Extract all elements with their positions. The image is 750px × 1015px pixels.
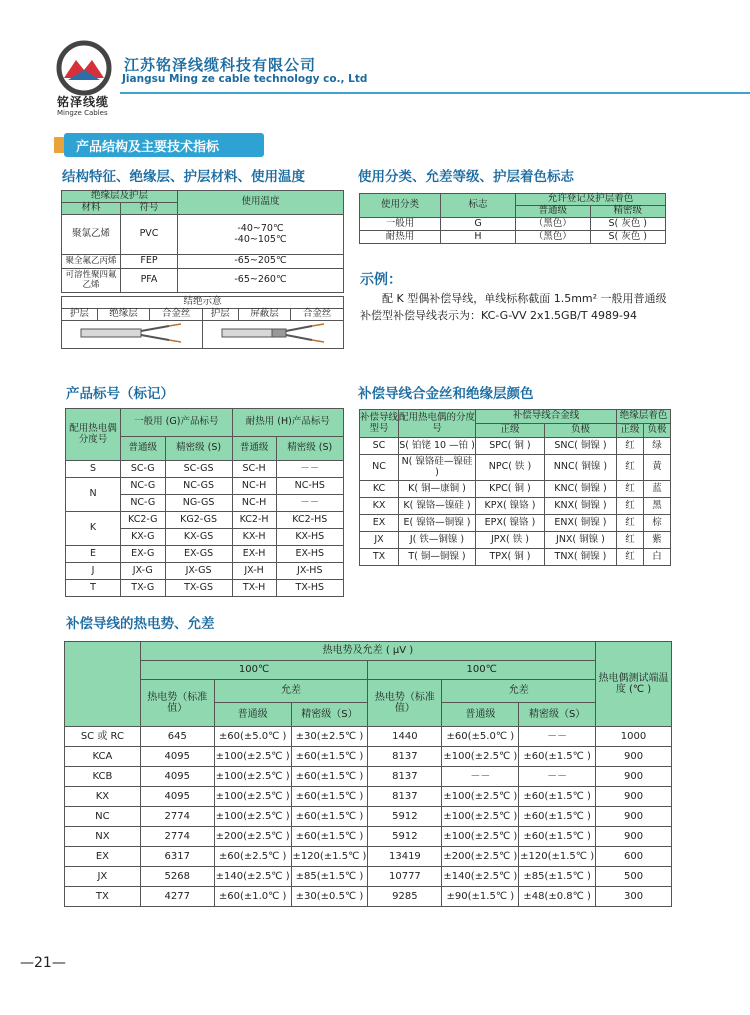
code-cell: TX-G: [121, 580, 166, 597]
degree-cell: T: [66, 580, 121, 597]
temp-cell: -65~205℃: [178, 255, 344, 269]
precise-cell: ±48(±0.8℃ ): [519, 887, 596, 907]
precise-cell: ±120(±1.5℃ ): [519, 847, 596, 867]
h-tol: 允差: [215, 680, 368, 703]
normal-cell: ±100(±2.5℃ ): [214, 807, 291, 827]
product-code-table: [65, 408, 344, 597]
temp-line: -40~105℃: [234, 233, 287, 245]
alloy-color-table: [359, 409, 671, 566]
model-cell: NC: [360, 455, 399, 481]
code-cell: JX-G: [121, 563, 166, 580]
emf-tolerance-table: [64, 641, 672, 907]
model-cell: TX: [65, 887, 141, 907]
emf-cell: 5912: [368, 827, 442, 847]
diagram-part: 合金丝: [291, 309, 344, 321]
model-cell: JX: [65, 867, 141, 887]
emf-cell: 4277: [140, 887, 214, 907]
normal-cell: ±200(±2.5℃ ): [442, 847, 519, 867]
precise-cell: ±60(±1.5℃ ): [291, 747, 368, 767]
emf-cell: 4095: [140, 747, 214, 767]
normal-cell: ±140(±2.5℃ ): [442, 867, 519, 887]
h-top: 热电势及允差 ( μV ): [140, 642, 595, 661]
code-cell: SC-H: [232, 461, 276, 478]
temp-cell: 900: [596, 767, 672, 787]
pos-cell: KPC( 铜 ): [476, 481, 545, 498]
neg-cell: ENX( 铜镍 ): [544, 515, 616, 532]
precise-cell: S( 灰色 ): [590, 231, 665, 244]
cable-diagram-2: [202, 321, 343, 349]
neg-cell: SNC( 铜镍 ): [544, 438, 616, 455]
precise-cell: ±60(±1.5℃ ): [519, 807, 596, 827]
code-cell: NC-H: [232, 478, 276, 495]
normal-cell: ±140(±2.5℃ ): [214, 867, 291, 887]
code-cell: NG-GS: [165, 495, 232, 512]
color-pos-cell: 红: [617, 549, 644, 566]
h-tol-group: [442, 680, 596, 727]
color-pos-cell: 红: [617, 438, 644, 455]
pos-cell: NPC( 铁 ): [476, 455, 545, 481]
code-cell: －－: [276, 461, 343, 478]
h-precise: 精密级（S）: [301, 709, 358, 720]
model-cell: EX: [360, 515, 399, 532]
neg-cell: TNX( 铜镍 ): [544, 549, 616, 566]
section4-title: 补偿导线合金丝和绝缘层颜色: [358, 386, 534, 402]
h-general: 一般用 (G)产品标号: [121, 409, 233, 437]
h-normal: 普通级: [442, 703, 519, 726]
degree-cell: K: [66, 512, 121, 546]
temp-cell: 900: [596, 787, 672, 807]
h-alloy: 补偿导线合金线: [476, 410, 617, 424]
h-normal: 普通级: [232, 437, 276, 461]
diagram-part: 护层: [202, 309, 238, 321]
symbol-cell: PVC: [121, 215, 178, 255]
symbol-cell: FEP: [121, 255, 178, 269]
h-tol-group: [214, 680, 368, 727]
normal-cell: ±100(±2.5℃ ): [442, 807, 519, 827]
code-cell: EX-HS: [276, 546, 343, 563]
model-cell: SC 或 RC: [65, 727, 141, 747]
h-tol: 允差: [442, 680, 595, 703]
code-cell: NC-H: [232, 495, 276, 512]
model-cell: NC: [65, 807, 141, 827]
neg-cell: NNC( 铜镍 ): [544, 455, 616, 481]
code-cell: JX-HS: [276, 563, 343, 580]
color-neg-cell: 黄: [644, 455, 671, 481]
degree-cell: E: [66, 546, 121, 563]
color-pos-cell: 红: [617, 532, 644, 549]
model-cell: JX: [360, 532, 399, 549]
degree-cell: E( 镍铬—铜镍 ): [399, 515, 476, 532]
degree-cell: S: [66, 461, 121, 478]
precise-cell: S( 灰色 ): [590, 218, 665, 231]
degree-cell: N( 镍铬硅—镍硅 ): [399, 455, 476, 481]
temp-cell: 1000: [596, 727, 672, 747]
precise-cell: ±120(±1.5℃ ): [291, 847, 368, 867]
code-cell: KX-G: [121, 529, 166, 546]
diagram-part: 合金丝: [150, 309, 203, 321]
code-cell: EX-GS: [165, 546, 232, 563]
model-cell: EX: [65, 847, 141, 867]
h-mark: 标志: [441, 194, 516, 218]
h-100a: 100℃: [140, 661, 368, 680]
code-cell: KX-GS: [165, 529, 232, 546]
banner-title: 产品结构及主要技术指标: [76, 140, 220, 155]
code-cell: EX-G: [121, 546, 166, 563]
h-degree: 配用热电偶的分度号: [399, 410, 476, 438]
h-precise: 精密级 (S): [276, 437, 343, 461]
section3-title: 产品标号（标记）: [66, 386, 174, 402]
temp-cell: 900: [596, 827, 672, 847]
precise-cell: －－: [519, 767, 596, 787]
normal-cell: （黑色）: [516, 231, 591, 244]
section5-title: 补偿导线的热电势、允差: [66, 616, 215, 632]
normal-cell: （黑色）: [516, 218, 591, 231]
pos-cell: EPX( 镍铬 ): [476, 515, 545, 532]
classification-table: [359, 193, 666, 244]
mark-cell: G: [441, 218, 516, 231]
color-neg-cell: 绿: [644, 438, 671, 455]
emf-cell: 10777: [368, 867, 442, 887]
normal-cell: ±200(±2.5℃ ): [214, 827, 291, 847]
code-cell: KG2-GS: [165, 512, 232, 529]
model-cell: KX: [360, 498, 399, 515]
temp-line: -40~70℃: [237, 222, 284, 234]
degree-cell: T( 铜—铜镍 ): [399, 549, 476, 566]
color-pos-cell: 红: [617, 515, 644, 532]
h-model: 补偿导线型号: [360, 410, 399, 438]
brand-name-cn: 铭泽线缆: [57, 95, 110, 109]
precise-cell: ±85(±1.5℃ ): [519, 867, 596, 887]
company-name-cn: 江苏铭泽线缆科技有限公司: [124, 56, 317, 74]
color-neg-cell: 棕: [644, 515, 671, 532]
code-cell: SC-G: [121, 461, 166, 478]
example-title: 示例：: [360, 272, 402, 288]
h-model-blank: [65, 642, 141, 727]
normal-cell: ±100(±2.5℃ ): [214, 787, 291, 807]
model-cell: KCA: [65, 747, 141, 767]
precise-cell: －－: [519, 727, 596, 747]
normal-cell: ±100(±2.5℃ ): [442, 747, 519, 767]
h-heat: 耐热用 (H)产品标号: [232, 409, 343, 437]
temp-cell: [178, 215, 344, 255]
code-cell: TX-GS: [165, 580, 232, 597]
diagram-part: 护层: [62, 309, 98, 321]
color-neg-cell: 白: [644, 549, 671, 566]
color-pos-cell: 红: [617, 498, 644, 515]
code-cell: TX-HS: [276, 580, 343, 597]
color-neg-cell: 黑: [644, 498, 671, 515]
diagram-label: 结绝示意: [62, 297, 344, 309]
emf-cell: 8137: [368, 767, 442, 787]
temp-cell: 300: [596, 887, 672, 907]
degree-cell: N: [66, 478, 121, 512]
header-divider: [120, 92, 750, 94]
class-cell: 一般用: [360, 218, 441, 231]
pos-cell: JPX( 铁 ): [476, 532, 545, 549]
model-cell: KCB: [65, 767, 141, 787]
normal-cell: ±100(±2.5℃ ): [214, 747, 291, 767]
material-cell: 聚氯乙烯: [62, 215, 121, 255]
emf-cell: 5268: [140, 867, 214, 887]
normal-cell: ±90(±1.5℃ ): [442, 887, 519, 907]
code-cell: JX-GS: [165, 563, 232, 580]
model-cell: SC: [360, 438, 399, 455]
section1-title: 结构特征、绝缘层、护层材料、使用温度: [62, 169, 305, 185]
code-cell: KC2-H: [232, 512, 276, 529]
h-emf: 热电势（标准值）: [140, 680, 214, 727]
code-cell: KX-H: [232, 529, 276, 546]
emf-cell: 8137: [368, 787, 442, 807]
emf-cell: 13419: [368, 847, 442, 867]
h-temp: 热电偶测试端温度 (℃ ): [596, 642, 672, 727]
pos-cell: SPC( 铜 ): [476, 438, 545, 455]
emf-cell: 1440: [368, 727, 442, 747]
color-neg-cell: 紫: [644, 532, 671, 549]
code-cell: KX-HS: [276, 529, 343, 546]
precise-cell: ±60(±1.5℃ ): [519, 827, 596, 847]
emf-cell: 8137: [368, 747, 442, 767]
h-color: 绝缘层着色: [617, 410, 671, 424]
h-normal: 普通级: [516, 206, 591, 218]
color-neg-cell: 蓝: [644, 481, 671, 498]
emf-cell: 2774: [140, 807, 214, 827]
precise-cell: ±60(±1.5℃ ): [291, 767, 368, 787]
code-cell: KC2-G: [121, 512, 166, 529]
model-cell: TX: [360, 549, 399, 566]
neg-cell: KNX( 铜镍 ): [544, 498, 616, 515]
normal-cell: ±100(±2.5℃ ): [214, 767, 291, 787]
h-neg: 负极: [544, 424, 616, 438]
emf-cell: 4095: [140, 787, 214, 807]
emf-cell: 9285: [368, 887, 442, 907]
code-cell: －－: [276, 495, 343, 512]
section-banner: [54, 130, 268, 160]
cable-diagram-1: [62, 321, 203, 349]
normal-cell: ±60(±5.0℃ ): [442, 727, 519, 747]
h-class: 使用分类: [360, 194, 441, 218]
h-material: 材料: [62, 203, 121, 215]
brand-name-en: Mingze Cables: [57, 109, 108, 117]
class-cell: 耐热用: [360, 231, 441, 244]
normal-cell: ±60(±2.5℃ ): [214, 847, 291, 867]
temp-cell: -65~260℃: [178, 269, 344, 293]
h-grade: 允许登记及护层着色: [516, 194, 666, 206]
mark-cell: H: [441, 231, 516, 244]
emf-cell: 4095: [140, 767, 214, 787]
h-normal: 普通级: [121, 437, 166, 461]
example-body: 配 K 型偶补偿导线，单线标称截面 1.5mm² 一般用普通级补偿型补偿导线表示为：KC-G-VV 2x1.5GB/T 4989-94: [360, 292, 667, 322]
code-cell: JX-H: [232, 563, 276, 580]
h-temp: 使用温度: [178, 191, 344, 215]
h-precise: 精密级 (S): [165, 437, 232, 461]
h-precise: 精密级: [590, 206, 665, 218]
material-cell: 可溶性聚四氟乙烯: [62, 269, 121, 293]
normal-cell: ±100(±2.5℃ ): [442, 787, 519, 807]
h-normal: 普通级: [215, 703, 292, 726]
precise-cell: ±60(±1.5℃ ): [291, 807, 368, 827]
h-symbol: 符号: [121, 203, 178, 215]
temp-cell: 900: [596, 747, 672, 767]
company-name-en: Jiangsu Ming ze cable technology co., Ltd: [122, 73, 368, 85]
structure-table: [61, 190, 344, 293]
code-cell: KC2-HS: [276, 512, 343, 529]
neg-cell: KNC( 铜镍 ): [544, 481, 616, 498]
page-number: —21—: [20, 955, 66, 971]
h-neg: 负极: [644, 424, 671, 438]
normal-cell: ±60(±5.0℃ ): [214, 727, 291, 747]
diagram-part: 屏蔽层: [238, 309, 291, 321]
degree-cell: K( 镍铬—镍硅 ): [399, 498, 476, 515]
code-cell: NC-GS: [165, 478, 232, 495]
pos-cell: TPX( 铜 ): [476, 549, 545, 566]
color-pos-cell: 红: [617, 481, 644, 498]
model-cell: NX: [65, 827, 141, 847]
neg-cell: JNX( 铜镍 ): [544, 532, 616, 549]
h-insul: 绝缘层及护层: [62, 191, 178, 203]
symbol-cell: PFA: [121, 269, 178, 293]
code-cell: NC-G: [121, 478, 166, 495]
section2-title: 使用分类、允差等级、护层着色标志: [358, 169, 574, 185]
precise-cell: ±30(±2.5℃ ): [291, 727, 368, 747]
emf-cell: 5912: [368, 807, 442, 827]
normal-cell: ±100(±2.5℃ ): [442, 827, 519, 847]
cable-1-icon: [77, 322, 187, 344]
diagram-part: 绝缘层: [97, 309, 150, 321]
code-cell: SC-GS: [165, 461, 232, 478]
code-cell: NC-G: [121, 495, 166, 512]
precise-cell: ±85(±1.5℃ ): [291, 867, 368, 887]
h-pos: 正级: [476, 424, 545, 438]
color-pos-cell: 红: [617, 455, 644, 481]
model-cell: KX: [65, 787, 141, 807]
h-100b: 100℃: [368, 661, 596, 680]
emf-cell: 2774: [140, 827, 214, 847]
degree-cell: S( 铂铑 10 —铂 ): [399, 438, 476, 455]
code-cell: EX-H: [232, 546, 276, 563]
h-precise: 精密级（S）: [528, 709, 586, 720]
precise-cell: ±60(±1.5℃ ): [291, 787, 368, 807]
precise-cell: ±60(±1.5℃ ): [519, 747, 596, 767]
cable-2-icon: [218, 322, 328, 344]
normal-cell: －－: [442, 767, 519, 787]
h-degree: 配用热电偶分度号: [66, 409, 121, 461]
degree-cell: J( 铁—铜镍 ): [399, 532, 476, 549]
model-cell: KC: [360, 481, 399, 498]
h-emf: 热电势（标准值）: [368, 680, 442, 727]
precise-cell: ±60(±1.5℃ ): [291, 827, 368, 847]
code-cell: TX-H: [232, 580, 276, 597]
degree-cell: J: [66, 563, 121, 580]
emf-cell: 6317: [140, 847, 214, 867]
diagram-table: [61, 296, 344, 349]
h-pos: 正级: [617, 424, 644, 438]
temp-cell: 600: [596, 847, 672, 867]
temp-cell: 900: [596, 807, 672, 827]
emf-cell: 645: [140, 727, 214, 747]
precise-cell: ±60(±1.5℃ ): [519, 787, 596, 807]
temp-cell: 500: [596, 867, 672, 887]
normal-cell: ±60(±1.0℃ ): [214, 887, 291, 907]
precise-cell: ±30(±0.5℃ ): [291, 887, 368, 907]
pos-cell: KPX( 镍铬 ): [476, 498, 545, 515]
code-cell: NC-HS: [276, 478, 343, 495]
material-cell: 聚全氟乙丙烯: [62, 255, 121, 269]
degree-cell: K( 铜—康铜 ): [399, 481, 476, 498]
